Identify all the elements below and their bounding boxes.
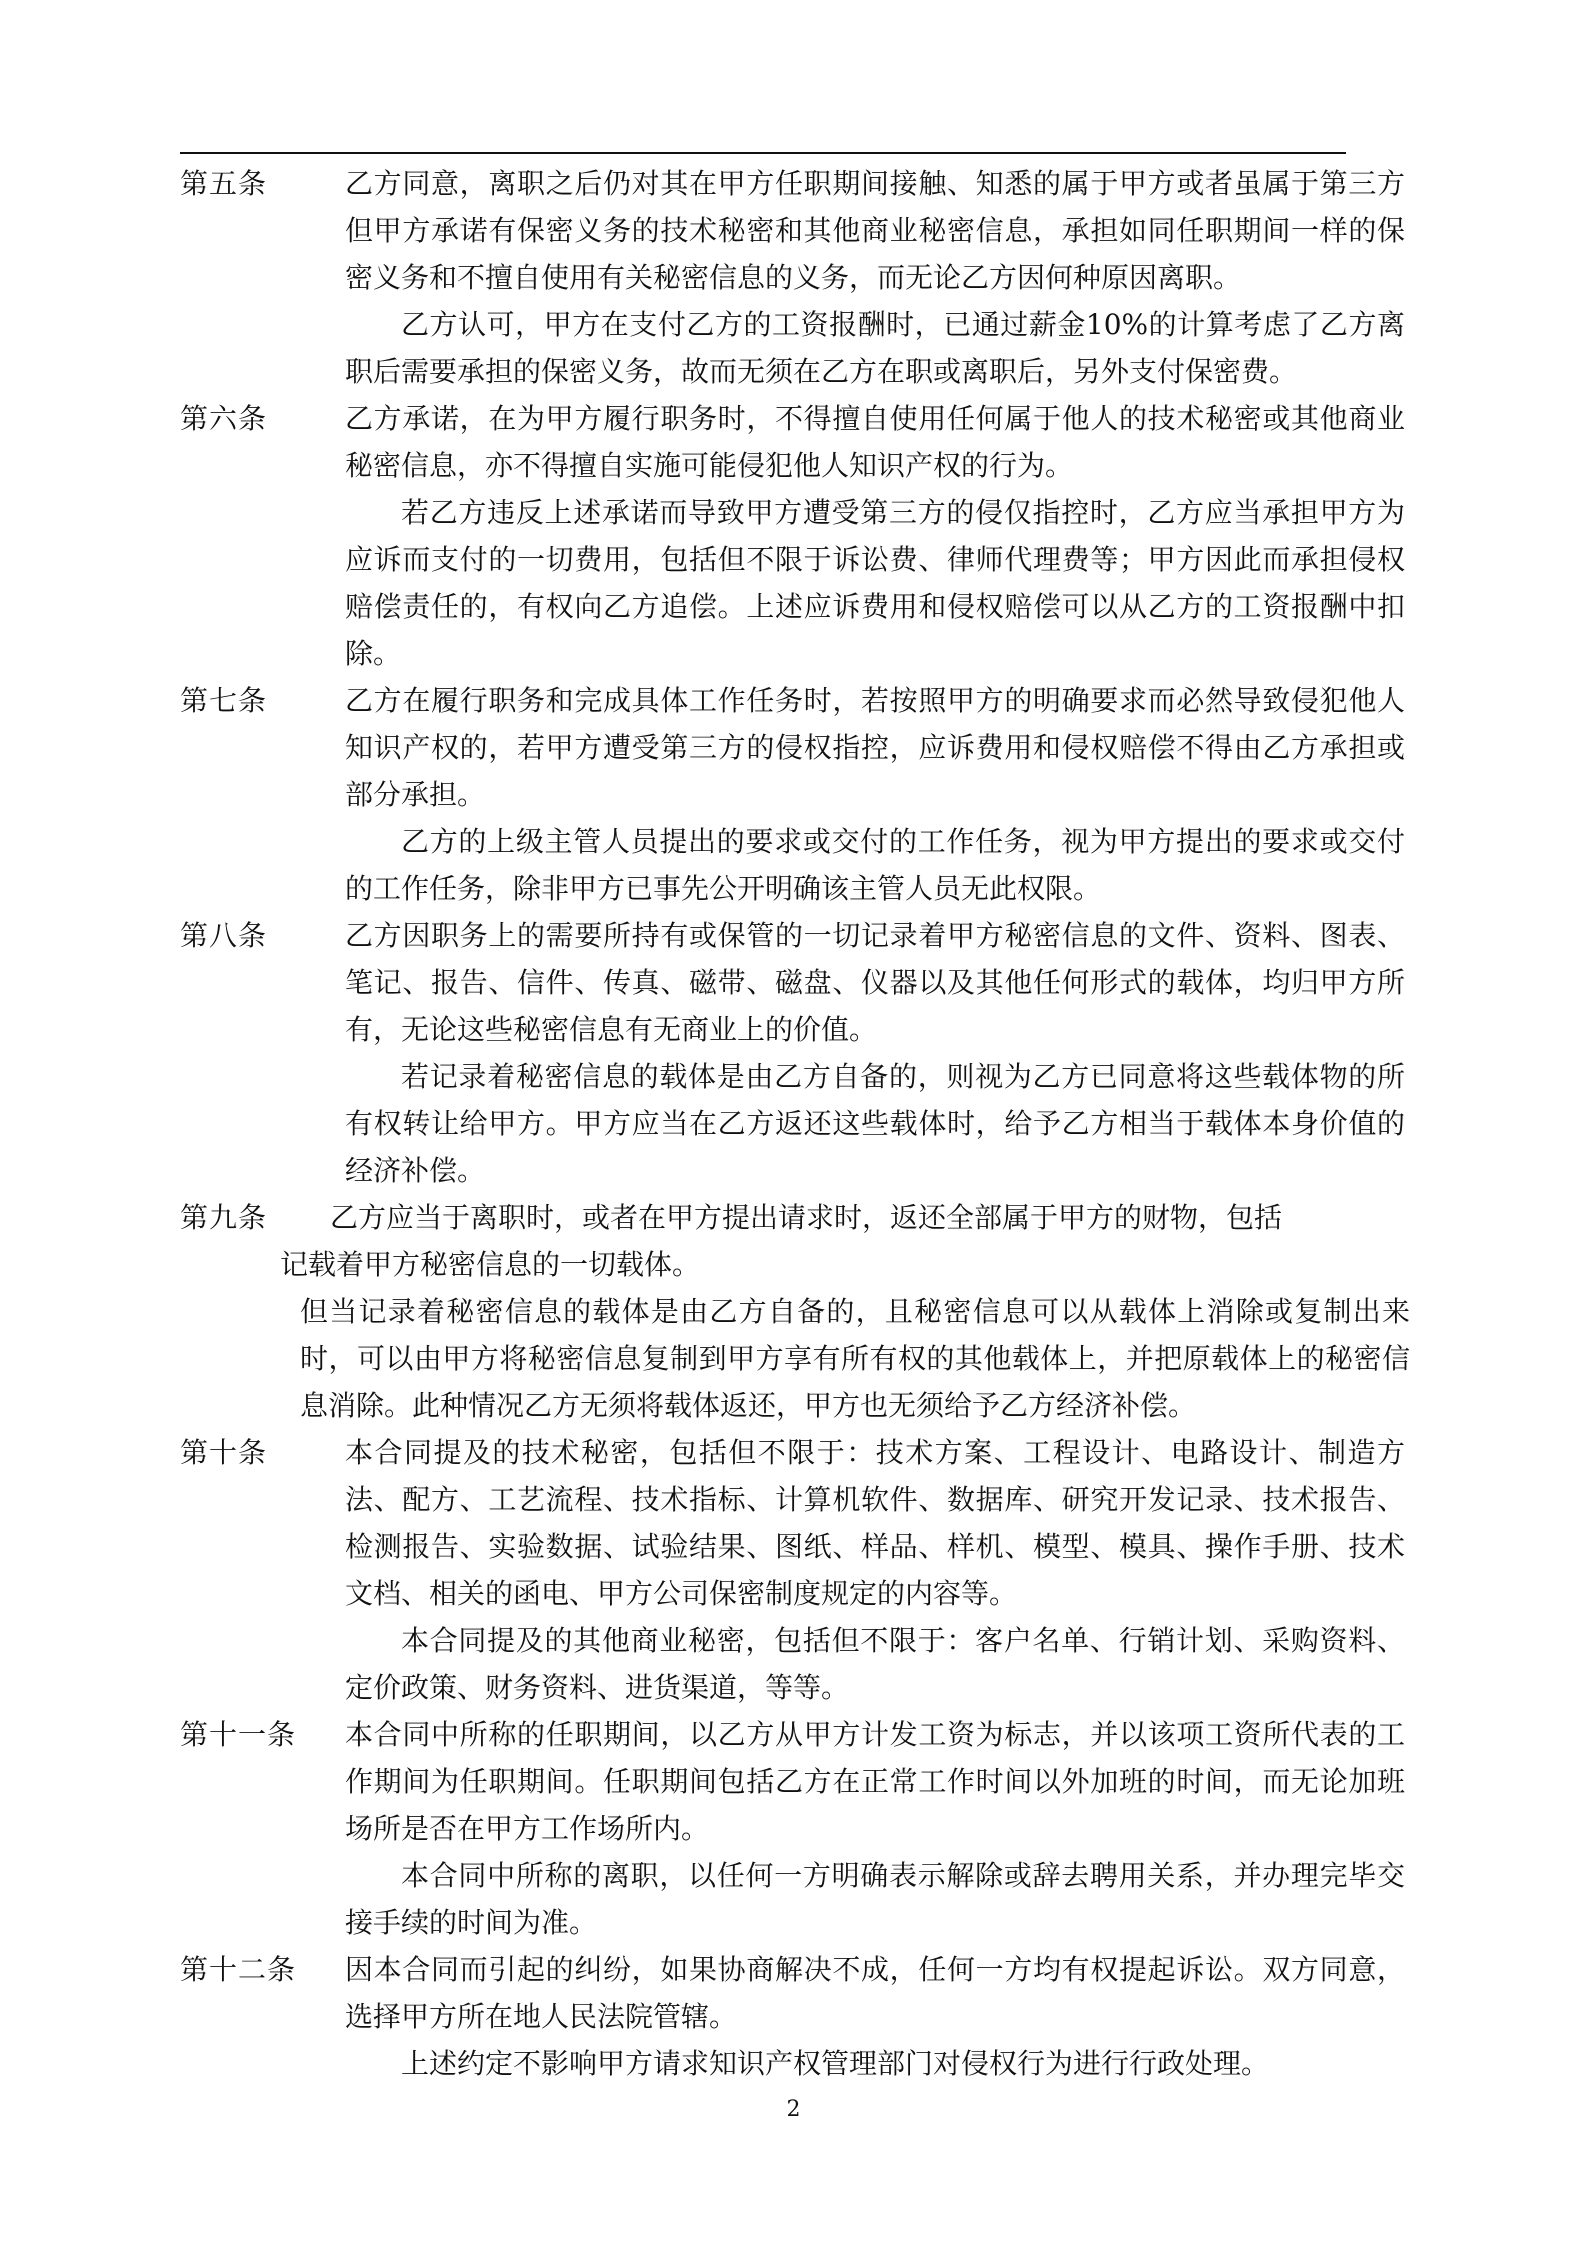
article-8 xyxy=(180,912,1410,1194)
article-label: 第十二条 xyxy=(180,1953,297,1986)
article-paragraph: 本合同中所称的离职，以任何一方明确表示解除或辞去聘用关系，并办理完毕交接手续的时间为准。 xyxy=(345,1859,1405,1939)
article-10 xyxy=(180,1429,1410,1711)
article-paragraph: 本合同中所称的任职期间，以乙方从甲方计发工资为标志，并以该项工资所代表的工作期间为任职期间。任职期间包括乙方在正常工作时间以外加班的时间，而无论加班场所是否在甲方工作场所内。 xyxy=(345,1718,1405,1845)
article-12 xyxy=(180,1946,1410,2087)
article-11 xyxy=(180,1711,1410,1946)
article-paragraph: 但当记录着秘密信息的载体是由乙方自备的，且秘密信息可以从载体上消除或复制出来时，可以由甲方将秘密信息复制到甲方享有所有权的其他载体上，并把原载体上的秘密信息消除。此种情况乙方无须将载体返还，甲方也无须给予乙方经济补偿。 xyxy=(300,1295,1410,1422)
header-rule xyxy=(180,152,1346,154)
article-paragraph: 本合同提及的技术秘密，包括但不限于：技术方案、工程设计、电路设计、制造方法、配方、工艺流程、技术指标、计算机软件、数据库、研究开发记录、技术报告、检测报告、实验数据、试验结果、图纸、样品、样机、模型、模具、操作手册、技术文档、相关的函电、甲方公司保密制度规定的内容等。 xyxy=(345,1436,1405,1610)
article-7 xyxy=(180,677,1410,912)
article-paragraph: 乙方的上级主管人员提出的要求或交付的工作任务，视为甲方提出的要求或交付的工作任务，除非甲方已事先公开明确该主管人员无此权限。 xyxy=(345,825,1405,905)
article-9 xyxy=(180,1194,1410,1429)
article-paragraph: 乙方认可，甲方在支付乙方的工资报酬时，已通过薪金10%的计算考虑了乙方离职后需要承担的保密义务，故而无须在乙方在职或离职后，另外支付保密费。 xyxy=(345,308,1405,388)
article-label: 第十一条 xyxy=(180,1718,297,1751)
article-paragraph: 乙方在履行职务和完成具体工作任务时，若按照甲方的明确要求而必然导致侵犯他人知识产权的，若甲方遭受第三方的侵权指控，应诉费用和侵权赔偿不得由乙方承担或部分承担。 xyxy=(345,684,1405,811)
article-label: 第十条 xyxy=(180,1436,268,1469)
article-paragraph: 本合同提及的其他商业秘密，包括但不限于：客户名单、行销计划、采购资料、定价政策、财务资料、进货渠道，等等。 xyxy=(345,1624,1405,1704)
article-label: 第六条 xyxy=(180,402,268,435)
article-label: 第九条 xyxy=(180,1201,268,1234)
article-paragraph: 因本合同而引起的纠纷，如果协商解决不成，任何一方均有权提起诉讼。双方同意，选择甲方所在地人民法院管辖。 xyxy=(345,1953,1405,2033)
article-5 xyxy=(180,160,1410,395)
article-paragraph: 乙方因职务上的需要所持有或保管的一切记录着甲方秘密信息的文件、资料、图表、笔记、报告、信件、传真、磁带、磁盘、仪器以及其他任何形式的载体，均归甲方所有，无论这些秘密信息有无商业上的价值。 xyxy=(345,919,1405,1046)
article-label: 第七条 xyxy=(180,684,268,717)
article-6 xyxy=(180,395,1410,677)
contract-body xyxy=(180,160,1410,2087)
article-paragraph: 上述约定不影响甲方请求知识产权管理部门对侵权行为进行行政处理。 xyxy=(401,2047,1270,2080)
article-paragraph: 若乙方违反上述承诺而导致甲方遭受第三方的侵仅指控时，乙方应当承担甲方为应诉而支付的一切费用，包括但不限于诉讼费、律师代理费等；甲方因此而承担侵权赔偿责任的，有权向乙方追偿。上述应诉费用和侵权赔偿可以从乙方的工资报酬中扣除。 xyxy=(345,496,1405,670)
article-paragraph: 记载着甲方秘密信息的一切载体。 xyxy=(280,1248,701,1281)
article-paragraph: 乙方同意，离职之后仍对其在甲方任职期间接触、知悉的属于甲方或者虽属于第三方但甲方承诺有保密义务的技术秘密和其他商业秘密信息，承担如同任职期间一样的保密义务和不擅自使用有关秘密信息的义务，而无论乙方因何种原因离职。 xyxy=(345,167,1405,294)
article-paragraph: 乙方应当于离职时，或者在甲方提出请求时，返还全部属于甲方的财物，包括 xyxy=(330,1201,1283,1234)
page-number: 2 xyxy=(786,2097,801,2122)
article-paragraph: 乙方承诺，在为甲方履行职务时，不得擅自使用任何属于他人的技术秘密或其他商业秘密信息，亦不得擅自实施可能侵犯他人知识产权的行为。 xyxy=(345,402,1405,482)
article-label: 第八条 xyxy=(180,919,268,952)
article-label: 第五条 xyxy=(180,167,268,200)
article-paragraph: 若记录着秘密信息的载体是由乙方自备的，则视为乙方已同意将这些载体物的所有权转让给甲方。甲方应当在乙方返还这些载体时，给予乙方相当于载体本身价值的经济补偿。 xyxy=(345,1060,1405,1187)
